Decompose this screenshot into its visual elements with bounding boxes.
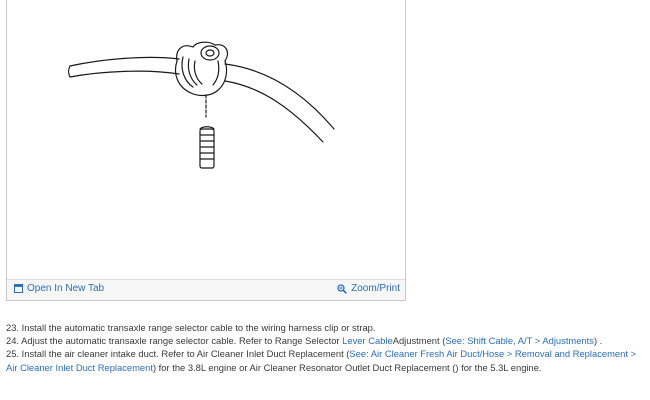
figure-toolbar (7, 279, 405, 300)
step-23 (6, 321, 646, 334)
zoom-print-label: Zoom/Print (351, 283, 400, 294)
step-text: Adjust the automatic transaxle range selector cable. Refer to Range Selector (21, 335, 340, 347)
step-number: 24. (6, 335, 20, 347)
procedure-steps (6, 321, 646, 374)
step-text: Install the automatic transaxle range selector cable to the wiring harness clip or strap. (21, 322, 376, 333)
open-in-new-tab-label: Open In New Tab (27, 283, 105, 294)
zoom-magnifier-icon (337, 284, 347, 294)
zoom-print-link[interactable] (337, 283, 400, 294)
open-in-new-tab-link[interactable] (14, 283, 104, 294)
step-text: ) for the 3.8L engine or Air Cleaner Resonator Outlet Duct Replacement () for the 5.3L engine. (152, 361, 542, 373)
step-number: 25. (6, 348, 20, 360)
step-text: ) . (593, 335, 603, 347)
step-text: Install the air cleaner intake duct. Refer to Air Cleaner Inlet Duct Replacement ( (21, 348, 350, 360)
cable-clip-illustration (7, 0, 407, 281)
figure-panel (6, 0, 406, 301)
step-number: 23. (6, 322, 20, 333)
step-24 (6, 334, 646, 347)
shift-cable-adjustments-link[interactable]: See: Shift Cable, A/T > Adjustments (445, 335, 594, 347)
air-cleaner-inlet-duct-link[interactable]: See: Air Cleaner Fresh Air Duct/Hose > Removal and Replacement > Air Cleaner Inlet Duct Replacement (6, 348, 637, 373)
step-text: Adjustment ( (392, 335, 446, 347)
open-new-tab-icon (14, 284, 23, 293)
lever-cable-link[interactable]: Lever Cable (342, 335, 393, 347)
step-25 (6, 347, 646, 373)
